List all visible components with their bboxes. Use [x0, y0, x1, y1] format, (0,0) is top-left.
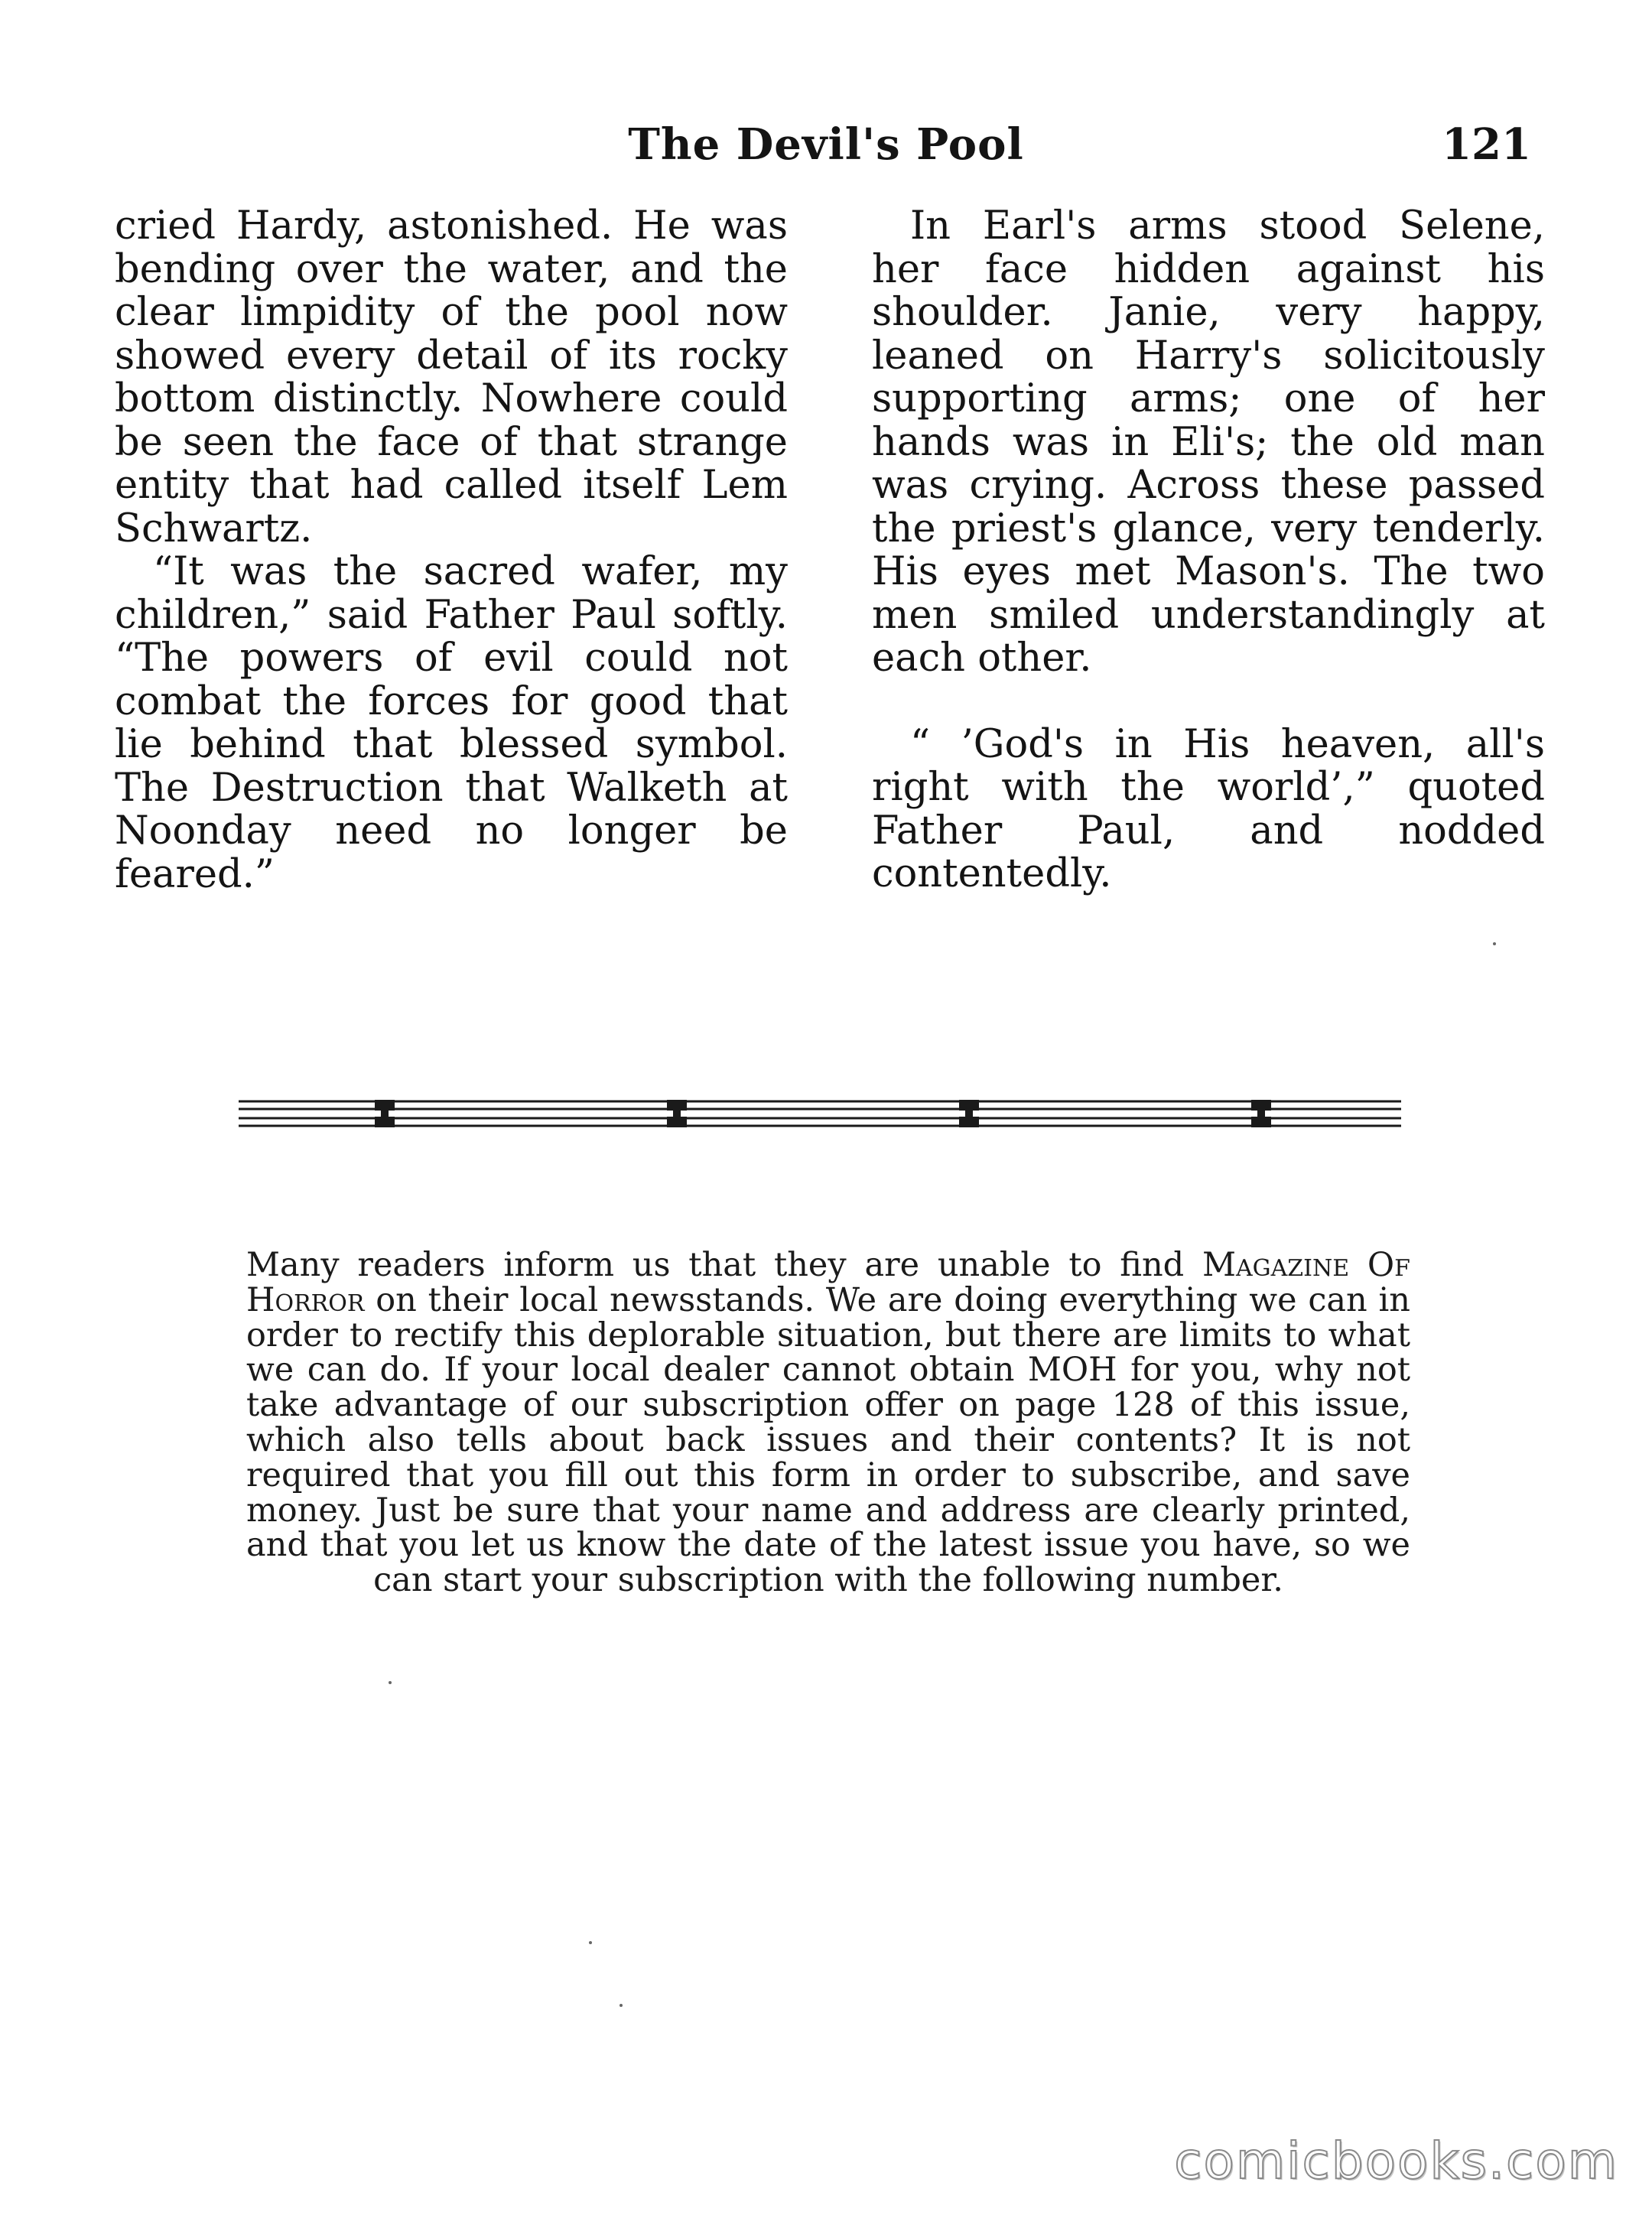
story-paragraph: In Earl's arms stood Selene, her face hidden against his shoulder. Janie, very happy, leaned on Harry's solicitously supporting arms; one of her hands was in Eli's; the old man was crying. Across these passed the priest's glance, very tenderly. His eyes met Mason's. The two men smiled understandingly at each other.	[872, 203, 1545, 681]
print-speck	[589, 1941, 592, 1944]
subscription-notice	[246, 1248, 1410, 1598]
watermark-logo: comicbooks.com	[1174, 2132, 1618, 2190]
story-paragraph: “ ’God's in His heaven, all's right with the world’,” quoted Father Paul, and nodded contentedly.	[872, 721, 1545, 896]
section-divider-ornament	[239, 1095, 1401, 1132]
story-column-right	[872, 205, 1545, 896]
notice-text: Many readers inform us that they are unable to find	[246, 1246, 1202, 1284]
page-number: 121	[1442, 119, 1531, 170]
story-paragraph: cried Hardy, astonished. He was bending over the water, and the clear limpidity of the pool now showed every detail of its rocky bottom distinctly. Nowhere could be seen the face of that strange entity that had called itself Lem Schwartz.	[115, 203, 788, 551]
print-speck	[1493, 942, 1496, 945]
print-speck	[620, 2004, 623, 2007]
story-paragraph: “It was the sacred wafer, my children,” said Father Paul softly. “The powers of evil could not combat the forces for good that lie behind that blessed symbol. The Destruction that Walketh at Noonday need no longer be feared.”	[115, 549, 788, 897]
page-title: The Devil's Pool	[628, 119, 1024, 170]
magazine-name: Magazine Of Horror	[246, 1246, 1410, 1319]
notice-text: on their local newsstands. We are doing everything we can in order to rectify this deplorable situation, but there are limits to what we can do. If your local dealer cannot obtain MOH for you, why not take advantage of our subscription offer on page 128 of this issue, which also tells about back issues and their contents? It is not required that you fill out this form in order to subscribe, and save money. Just be sure that your name and address are clearly printed, and that you let us know the date of the latest issue you have, so we can start your subscription with the following number.	[246, 1280, 1410, 1600]
print-speck	[389, 1681, 392, 1684]
story-column-left	[115, 205, 788, 896]
